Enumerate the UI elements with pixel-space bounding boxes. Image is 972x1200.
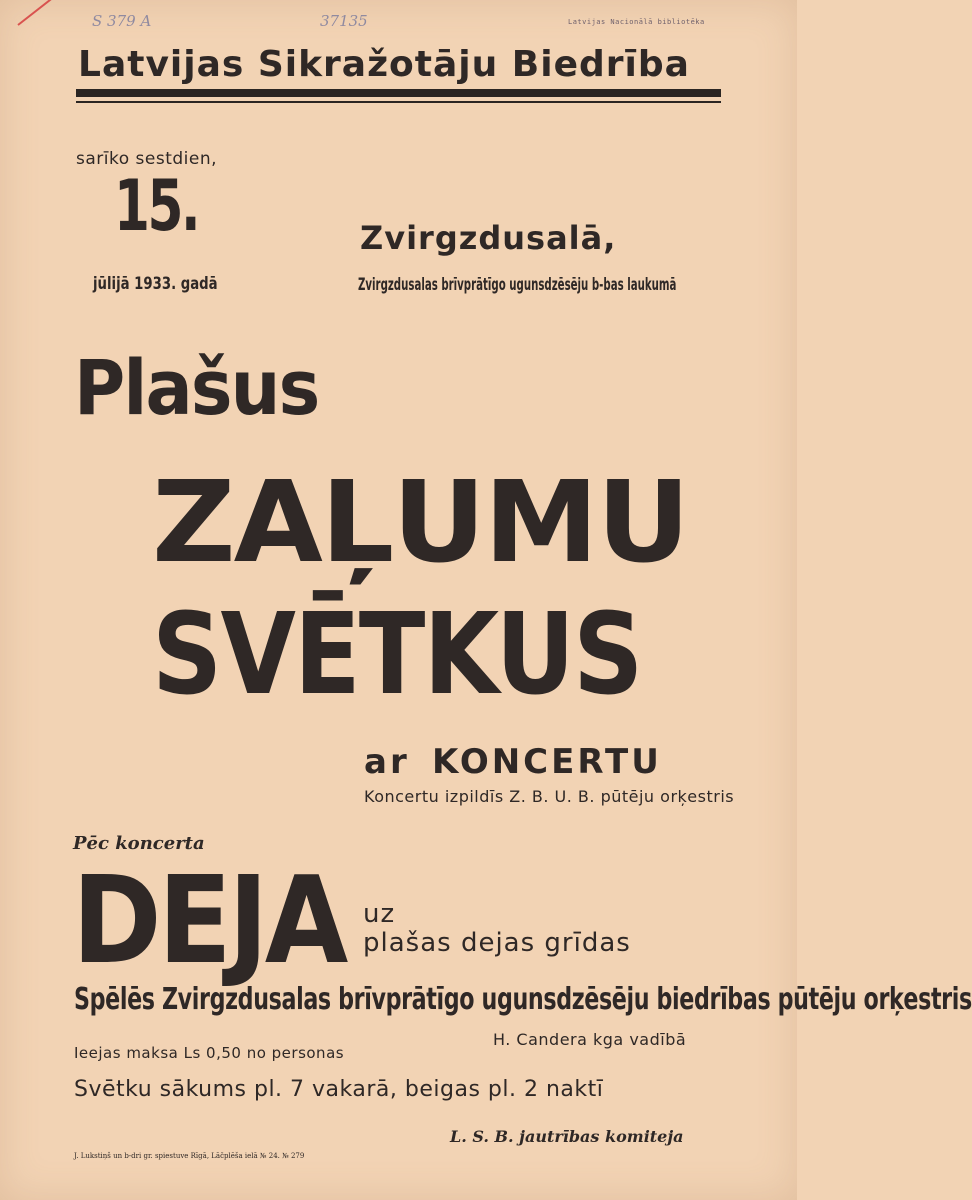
header-rule-thin (76, 101, 721, 103)
orchestra-line: Spēlēs Zvirgzdusalas brīvprātīgo ugunsdzēsēju biedrības pūtēju orķestris (74, 982, 972, 1017)
printer-imprint: J. Lukstiņš un b-dri gr. spiestuve Rīgā, Lāčplēša ielā № 24. № 279 (74, 1152, 305, 1160)
event-day: 15. (114, 165, 199, 247)
pencil-catalog-number: 37135 (320, 12, 368, 30)
organization-title: Latvijas Sikražotāju Biedrība (78, 44, 690, 85)
event-schedule: Svētku sākums pl. 7 vakarā, beigas pl. 2 naktī (74, 1077, 604, 1102)
headline-ar: ar (364, 742, 410, 782)
headline-svetkus: SVĒTKUS (152, 590, 642, 720)
headline-plasus: Plašus (74, 343, 319, 432)
entry-fee: Ieejas maksa Ls 0,50 no personas (74, 1044, 345, 1062)
headline-zalumu: ZAĻUMU (152, 458, 689, 588)
event-intro: sarīko sestdien, (76, 149, 218, 169)
red-pencil-mark (17, 0, 66, 26)
event-place-detail: Zvirgzdusalas brīvprātīgo ugunsdzēsēju b-bas laukumā (358, 275, 677, 295)
headline-koncertu: KONCERTU (432, 742, 662, 782)
event-place: Zvirgzdusalā, (360, 219, 617, 257)
dance-uz: uz (363, 899, 396, 929)
pencil-inventory-mark: S 379 A (92, 12, 152, 30)
conductor-line: H. Candera kga vadībā (493, 1030, 687, 1049)
committee-signature: L. S. B. jautrības komiteja (450, 1127, 684, 1146)
dance-floor: plašas dejas grīdas (363, 928, 631, 958)
dance-title: DEJA (72, 852, 345, 991)
header-rule-thick (76, 89, 721, 97)
after-concert: Pēc koncerta (73, 833, 205, 854)
library-stamp: Latvijas Nacionālā bibliotēka (568, 18, 705, 26)
concert-performer: Koncertu izpildīs Z. B. U. B. pūtēju orķestris (364, 787, 735, 806)
event-month-year: jūlijā 1933. gadā (93, 274, 218, 294)
